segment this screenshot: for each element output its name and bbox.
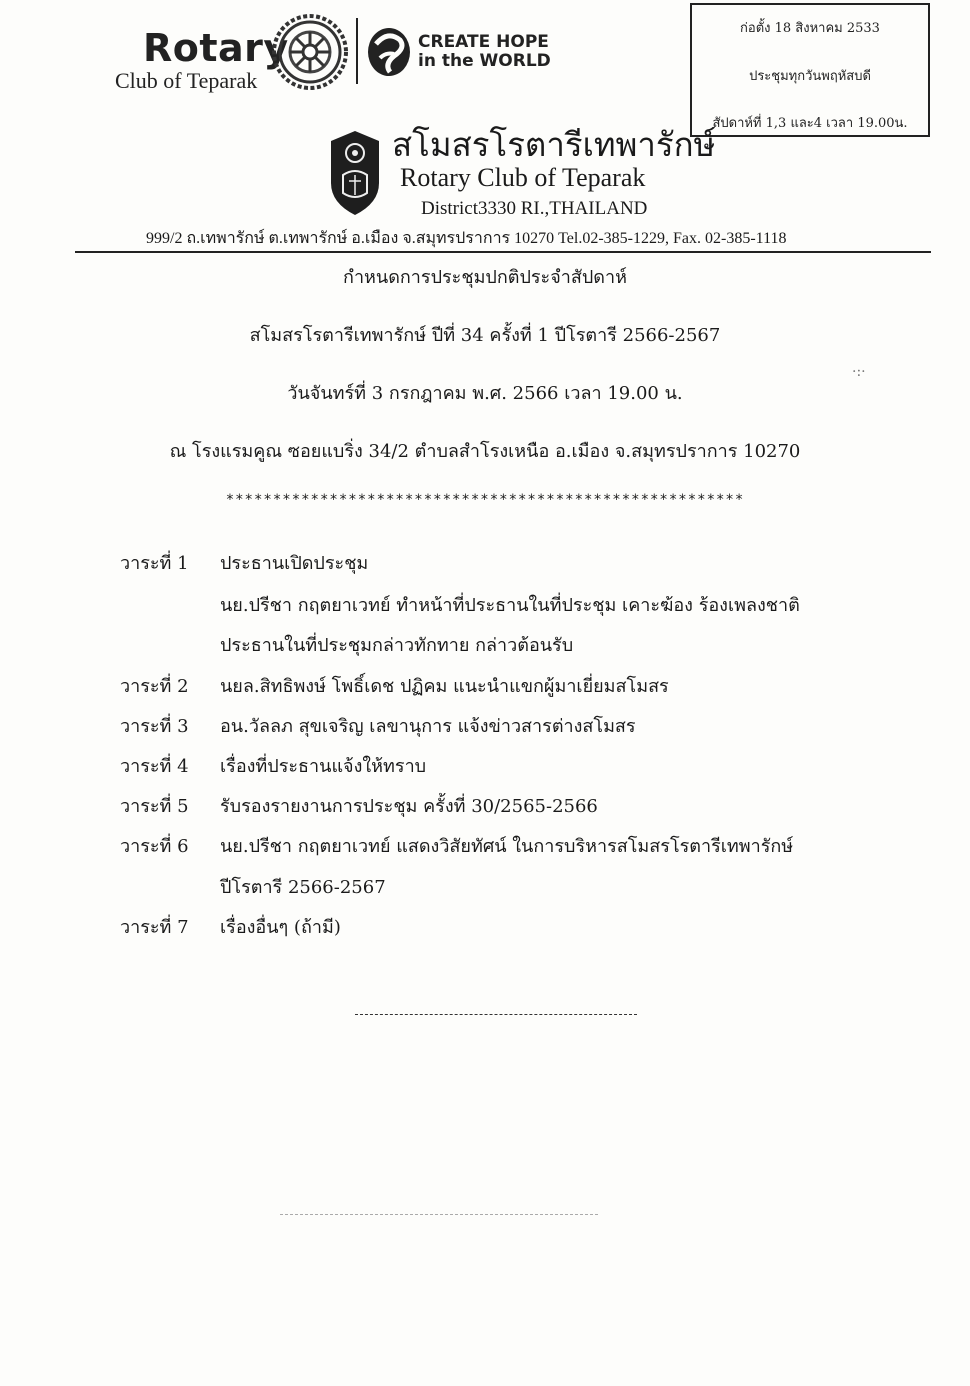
agenda-item-text: อน.วัลลภ สุขเจริญ เลขานุการ แจ้งข่าวสารต่างสโมสร	[220, 716, 636, 737]
create-hope-text	[418, 33, 551, 71]
meeting-weeks: สัปดาห์ที่ 1,3 และ4 เวลา 19.00น.	[712, 116, 908, 131]
agenda-number: วาระที่ 4	[120, 756, 189, 777]
hope-line-2: in the WORLD	[418, 51, 551, 71]
agenda-item-text: นยล.สิทธิพงษ์ โพธิ์เดช ปฏิคม แนะนำแขกผู้มาเยี่ยมสโมสร	[220, 676, 669, 697]
agenda-item-text: นย.ปรีชา กฤตยาเวทย์ แสดงวิสัยทัศน์ ในการบริหารสโมสรโรตารีเทพารักษ์	[220, 836, 794, 857]
agenda-number: วาระที่ 3	[120, 716, 189, 737]
club-address: 999/2 ถ.เทพารักษ์ ต.เทพารักษ์ อ.เมือง จ.สมุทรปราการ 10270 Tel.02-385-1229, Fax. 02-385-1118	[146, 230, 787, 247]
agenda-number: วาระที่ 5	[120, 796, 189, 817]
club-title-thai: สโมสรโรตารีเทพารักษ์	[392, 125, 716, 164]
star-separator: *******************************************************	[225, 492, 745, 508]
rotary-club-subtitle: Club of Teparak	[115, 68, 258, 93]
agenda-item-text: รับรองรายงานการประชุม ครั้งที่ 30/2565-2566	[220, 796, 598, 817]
rotary-logo-wordmark: Rotary	[143, 26, 289, 70]
founding-date: ก่อตั้ง 18 สิงหาคม 2533	[740, 21, 880, 36]
agenda-item-text: เรื่องที่ประธานแจ้งให้ทราบ	[220, 756, 427, 777]
end-dash-line	[355, 1014, 637, 1015]
agenda-item-text: ปีโรตารี 2566-2567	[220, 877, 386, 898]
agenda-item-text: นย.ปรีชา กฤตยาเวทย์ ทำหน้าที่ประธานในที่ประชุม เคาะฆ้อง ร้องเพลงชาติ	[220, 595, 800, 616]
agenda-item-text: ประธานในที่ประชุมกล่าวทักทาย กล่าวต้อนรับ	[220, 635, 574, 656]
create-hope-logo-icon	[366, 26, 412, 78]
district-line: District3330 RI.,THAILAND	[421, 198, 648, 219]
meeting-date-line: วันจันทร์ที่ 3 กรกฎาคม พ.ศ. 2566 เวลา 19.00 น.	[287, 383, 683, 404]
agenda-number: วาระที่ 7	[120, 917, 189, 938]
agenda-item-text: เรื่องอื่นๆ (ถ้ามี)	[220, 917, 341, 938]
agenda-number: วาระที่ 1	[120, 553, 189, 574]
meeting-heading: กำหนดการประชุมปกติประจำสัปดาห์	[343, 267, 627, 288]
meeting-day: ประชุมทุกวันพฤหัสบดี	[749, 69, 871, 84]
logo-divider	[356, 18, 358, 84]
club-title-english: Rotary Club of Teparak	[400, 163, 646, 192]
scan-speck: ·:·	[852, 364, 866, 380]
hope-line-1: CREATE HOPE	[418, 32, 549, 52]
faint-scan-line	[280, 1214, 598, 1215]
club-emblem-icon	[327, 131, 383, 217]
rotary-wheel-icon	[270, 12, 350, 92]
agenda-number: วาระที่ 2	[120, 676, 189, 697]
meeting-venue-line: ณ โรงแรมคูณ ซอยแบริ่ง 34/2 ตำบลสำโรงเหนือ อ.เมือง จ.สมุทรปราการ 10270	[169, 441, 801, 462]
meeting-club-line: สโมสรโรตารีเทพารักษ์ ปีที่ 34 ครั้งที่ 1 ปีโรตารี 2566-2567	[249, 325, 721, 346]
header-rule	[75, 251, 931, 253]
agenda-number: วาระที่ 6	[120, 836, 189, 857]
founding-info-box	[690, 3, 930, 137]
agenda-item-text: ประธานเปิดประชุม	[220, 553, 369, 574]
